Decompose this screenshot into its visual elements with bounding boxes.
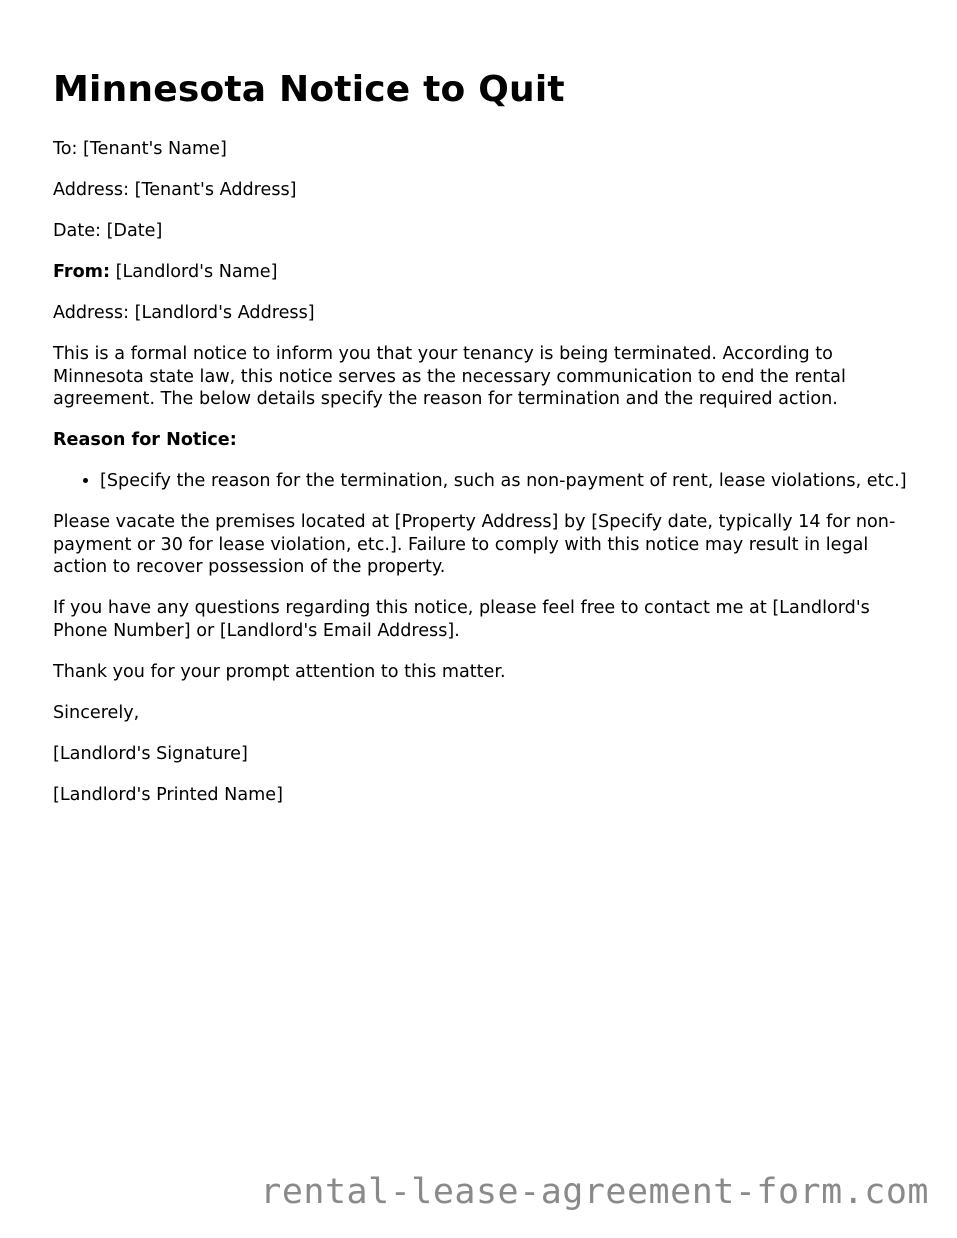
reason-list: [53, 470, 913, 493]
printed-name-line: [Landlord's Printed Name]: [53, 784, 283, 805]
tenant-address-line: Address: [Tenant's Address]: [53, 180, 297, 200]
intro-paragraph: This is a formal notice to inform you that your tenancy is being terminated. According to Minnesota state law, this notice serves as the necessary communication to end the rental agreement. The below details specify the reason for termination and the required action.: [53, 344, 846, 409]
signature-line: [Landlord's Signature]: [53, 743, 248, 764]
thanks-line: Thank you for your prompt attention to this matter.: [53, 661, 506, 682]
landlord-name: [Landlord's Name]: [110, 262, 278, 282]
document-title: Minnesota Notice to Quit: [53, 69, 565, 110]
from-label: From:: [53, 262, 111, 282]
date-line: Date: [Date]: [53, 221, 163, 241]
watermark: rental-lease-agreement-form.com: [260, 1172, 929, 1212]
list-item: • [Specify the reason for the termination, such as non-payment of rent, lease violations, etc.]: [100, 470, 913, 493]
landlord-address-line: Address: [Landlord's Address]: [53, 303, 315, 323]
reason-heading: Reason for Notice:: [53, 430, 237, 450]
vacate-paragraph: Please vacate the premises located at [Property Address] by [Specify date, typically 14 for non-payment or 30 for lease violation, etc.]. Failure to comply with this notice may result in legal action to recover possession of the property.: [53, 512, 896, 577]
from-line: [53, 261, 913, 284]
contact-paragraph: If you have any questions regarding this notice, please feel free to contact me at [Landlord's Phone Number] or [Landlord's Email Address].: [53, 598, 870, 641]
tenant-name-line: To: [Tenant's Name]: [53, 139, 227, 159]
notice-document: [53, 0, 913, 806]
closing-line: Sincerely,: [53, 702, 140, 723]
